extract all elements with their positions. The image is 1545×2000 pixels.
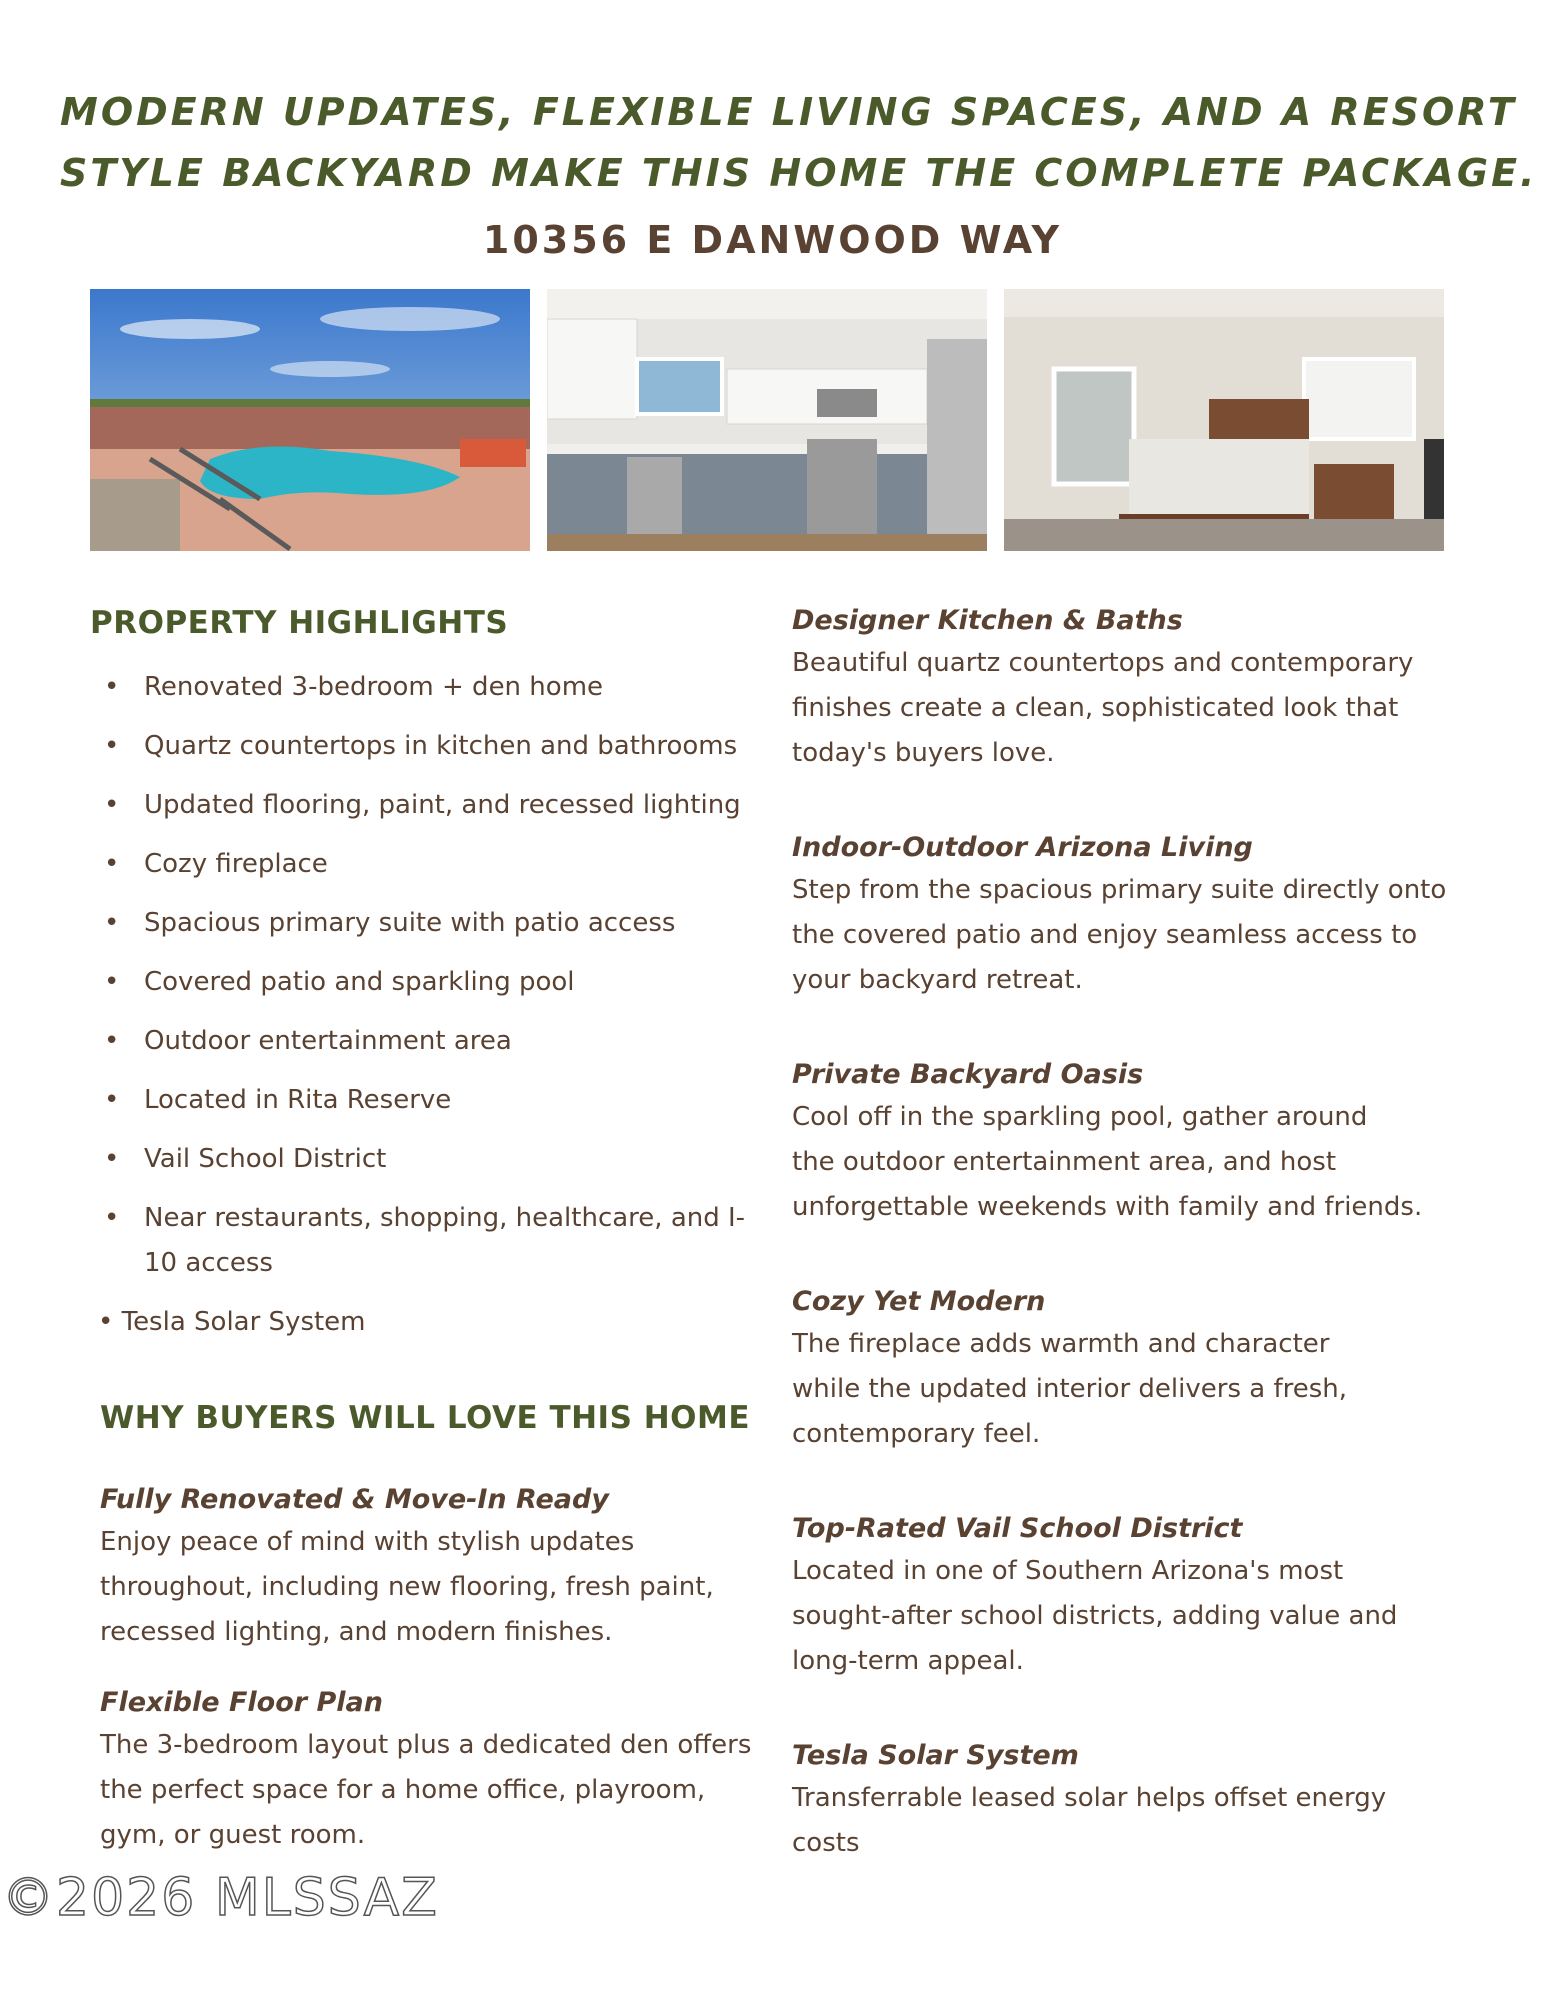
feature-line: Step from the spacious primary suite directly onto: [792, 875, 1447, 905]
feature-line: the outdoor entertainment area, and host: [792, 1147, 1337, 1177]
feature-line: Cool off in the sparkling pool, gather around: [792, 1102, 1368, 1132]
feature-line: throughout, including new flooring, fresh paint,: [100, 1572, 714, 1602]
feature-line: long-term appeal.: [792, 1646, 1024, 1676]
feature-vail-school: [792, 1509, 1472, 1684]
feature-line: Transferrable leased solar helps offset energy: [792, 1783, 1387, 1813]
bedroom-photo: [1004, 289, 1444, 551]
photo-strip: [90, 289, 1445, 551]
feature-line: your backyard retreat.: [792, 965, 1083, 995]
feature-title: Cozy Yet Modern: [792, 1286, 1046, 1317]
feature-title: Fully Renovated & Move-In Ready: [100, 1484, 609, 1515]
feature-line: Located in one of Southern Arizona's most: [792, 1556, 1344, 1586]
mls-watermark: ©2026 MLSSAZ: [2, 1868, 439, 1928]
feature-line: Enjoy peace of mind with stylish updates: [100, 1527, 635, 1557]
feature-title: Indoor-Outdoor Arizona Living: [792, 832, 1253, 863]
backyard-pool-photo: [90, 289, 530, 551]
feature-fully-renovated: [100, 1480, 770, 1655]
kitchen-photo: [547, 289, 987, 551]
feature-cozy-yet-modern: [792, 1282, 1472, 1457]
feature-flexible-floor-plan: [100, 1683, 770, 1858]
feature-title: Private Backyard Oasis: [792, 1059, 1144, 1090]
feature-line: recessed lighting, and modern finishes.: [100, 1617, 613, 1647]
feature-line: today's buyers love.: [792, 738, 1055, 768]
property-highlights-heading: PROPERTY HIGHLIGHTS: [90, 605, 509, 641]
feature-line: sought-after school districts, adding value and: [792, 1601, 1398, 1631]
feature-line: unforgettable weekends with family and friends.: [792, 1192, 1423, 1222]
why-buyers-heading: WHY BUYERS WILL LOVE THIS HOME: [100, 1400, 751, 1436]
list-item: • Vail School District: [98, 1137, 758, 1196]
property-address: 10356 E DANWOOD WAY: [482, 218, 1063, 262]
feature-line: the perfect space for a home office, playroom,: [100, 1775, 706, 1805]
feature-line: while the updated interior delivers a fresh,: [792, 1374, 1348, 1404]
list-item: • Located in Rita Reserve: [98, 1078, 758, 1137]
tagline-line-1: MODERN UPDATES, FLEXIBLE LIVING SPACES, AND A RESORT: [60, 90, 1517, 134]
feature-designer-kitchen: [792, 601, 1472, 776]
feature-tesla-solar: [792, 1736, 1472, 1866]
list-item: • Outdoor entertainment area: [98, 1019, 758, 1078]
list-item: • Near restaurants, shopping, healthcare, and I-10 access: [98, 1196, 758, 1300]
tagline-line-2: STYLE BACKYARD MAKE THIS HOME THE COMPLETE PACKAGE.: [60, 151, 1538, 195]
feature-indoor-outdoor: [792, 828, 1472, 1003]
feature-backyard-oasis: [792, 1055, 1472, 1230]
feature-line: gym, or guest room.: [100, 1820, 366, 1850]
feature-line: finishes create a clean, sophisticated look that: [792, 693, 1399, 723]
list-item: • Covered patio and sparkling pool: [98, 960, 758, 1019]
feature-line: The 3-bedroom layout plus a dedicated den offers: [100, 1730, 752, 1760]
list-item: • Renovated 3-bedroom + den home: [98, 665, 758, 724]
feature-title: Designer Kitchen & Baths: [792, 605, 1183, 636]
feature-title: Flexible Floor Plan: [100, 1687, 383, 1718]
feature-line: the covered patio and enjoy seamless access to: [792, 920, 1418, 950]
feature-line: The fireplace adds warmth and character: [792, 1329, 1330, 1359]
highlights-list: [98, 665, 758, 1300]
feature-line: costs: [792, 1828, 860, 1858]
list-item: • Spacious primary suite with patio access: [98, 901, 758, 960]
list-item: • Cozy fireplace: [98, 842, 758, 901]
tagline: [60, 82, 1538, 204]
feature-line: contemporary feel.: [792, 1419, 1041, 1449]
feature-title: Tesla Solar System: [792, 1740, 1079, 1771]
feature-line: Beautiful quartz countertops and contemporary: [792, 648, 1414, 678]
list-item: • Updated flooring, paint, and recessed lighting: [98, 783, 758, 842]
list-item: • Quartz countertops in kitchen and bathrooms: [98, 724, 758, 783]
feature-title: Top-Rated Vail School District: [792, 1513, 1243, 1544]
list-item-tesla: • Tesla Solar System: [98, 1307, 366, 1337]
